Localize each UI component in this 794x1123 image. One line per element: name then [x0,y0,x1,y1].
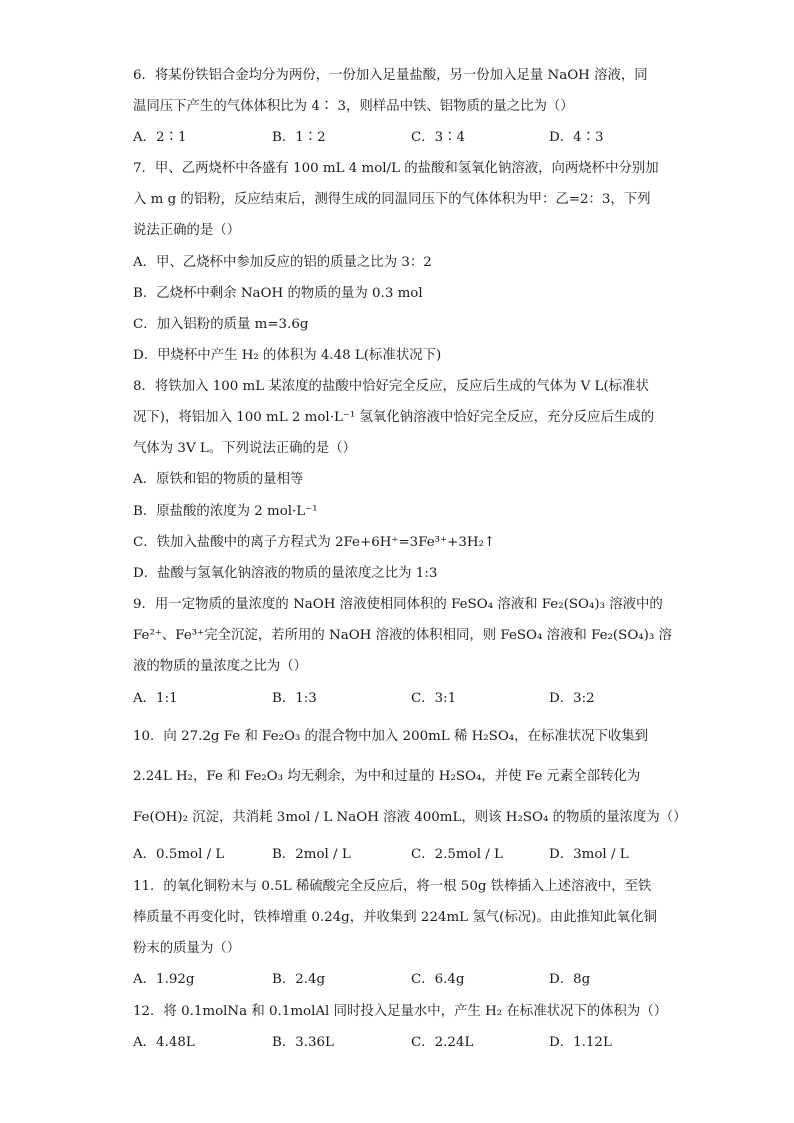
option-a: A．2∶1 [133,130,187,145]
question-9-options [133,689,693,709]
question-7-line-3: 说法正确的是（） [133,223,241,238]
option-d: D．3:2 [549,691,595,706]
question-6-line-2: 温同压下产生的气体体积比为 4∶ 3，则样品中铁、铝物质的量之比为（） [133,99,574,114]
option-b: B．1:3 [272,691,317,706]
question-12-line-1: 12．将 0.1molNa 和 0.1molAl 同时投入足量水中，产生 H₂ 在标准状况下的体积为（） [133,1004,668,1019]
question-8-option-a: A．原铁和铝的物质的量相等 [133,472,304,487]
question-7-line-2: 入 m g 的铝粉，反应结束后，测得生成的同温同压下的气体体积为甲：乙=2：3，下列 [133,192,651,207]
question-8-line-2: 况下)，将铝加入 100 mL 2 mol·L⁻¹ 氢氧化钠溶液中恰好完全反应，充分反应后生成的 [133,410,655,425]
question-7-option-b: B．乙烧杯中剩余 NaOH 的物质的量为 0.3 mol [133,286,423,301]
option-c: C．6.4g [411,972,465,987]
option-d: D．1.12L [549,1035,612,1050]
option-c: C．2.24L [411,1035,474,1050]
question-10-line-1: 10．向 27.2g Fe 和 Fe₂O₃ 的混合物中加入 200mL 稀 H₂SO₄，在标准状况下收集到 [133,729,649,744]
question-8-line-3: 气体为 3V L。下列说法正确的是（） [133,441,357,456]
question-9-line-3: 液的物质的量浓度之比为（） [133,659,308,674]
question-8-option-c: C．铁加入盐酸中的离子方程式为 2Fe+6H⁺=3Fe³⁺+3H₂↑ [133,535,496,550]
question-8-line-1: 8．将铁加入 100 mL 某浓度的盐酸中恰好完全反应，反应后生成的气体为 V L(标准状 [133,379,649,394]
option-c: C．3:1 [411,691,457,706]
option-a: A．1.92g [133,972,195,987]
question-7-option-c: C．加入铝粉的质量 m=3.6g [133,317,309,332]
option-c: C．3∶4 [411,130,466,145]
option-a: A．0.5mol / L [133,847,225,862]
option-a: A．4.48L [133,1035,195,1050]
question-11-options [133,970,693,990]
option-b: B．3.36L [272,1035,334,1050]
question-9-line-1: 9．用一定物质的量浓度的 NaOH 溶液使相同体积的 FeSO₄ 溶液和 Fe₂(SO₄)₃ 溶液中的 [133,597,663,612]
option-c: C．2.5mol / L [411,847,503,862]
question-10-line-2: 2.24L H₂，Fe 和 Fe₂O₃ 均无剩余，为中和过量的 H₂SO₄，并使 Fe 元素全部转化为 [133,769,641,784]
question-6-line-1: 6．将某份铁铝合金均分为两份，一份加入足量盐酸，另一份加入足量 NaOH 溶液，同 [133,68,648,83]
question-10-line-3: Fe(OH)₂ 沉淀，共消耗 3mol / L NaOH 溶液 400mL，则该 H₂SO₄ 的物质的量浓度为（） [133,810,687,825]
option-d: D．8g [549,972,591,987]
option-b: B．1∶2 [272,130,326,145]
question-11-line-1: 11．的氧化铜粉末与 0.5L 稀硫酸完全反应后，将一根 50g 铁棒插入上述溶液中，至铁 [133,879,652,894]
question-12-options [133,1033,693,1053]
question-8-option-b: B．原盐酸的浓度为 2 mol·L⁻¹ [133,504,318,519]
question-9-line-2: Fe²⁺、Fe³⁺完全沉淀，若所用的 NaOH 溶液的体积相同，则 FeSO₄ 溶液和 Fe₂(SO₄)₃ 溶 [133,628,672,643]
question-8-option-d: D．盐酸与氢氧化钠溶液的物质的量浓度之比为 1:3 [133,566,438,581]
option-b: B．2mol / L [272,847,351,862]
option-d: D．4∶3 [549,130,604,145]
question-11-line-2: 棒质量不再变化时，铁棒增重 0.24g，并收集到 224mL 氢气(标况)。由此推知此氧化铜 [133,910,657,925]
question-10-options [133,845,693,865]
question-6-options [133,128,693,148]
question-7-option-d: D．甲烧杯中产生 H₂ 的体积为 4.48 L(标准状况下) [133,348,442,363]
option-b: B．2.4g [272,972,326,987]
question-11-line-3: 粉末的质量为（） [133,941,241,956]
option-d: D．3mol / L [549,847,629,862]
option-a: A．1:1 [133,691,178,706]
question-7-option-a: A．甲、乙烧杯中参加反应的铝的质量之比为 3：2 [133,255,432,270]
question-7-line-1: 7．甲、乙两烧杯中各盛有 100 mL 4 mol/L 的盐酸和氢氧化钠溶液，向两烧杯中分别加 [133,161,659,176]
